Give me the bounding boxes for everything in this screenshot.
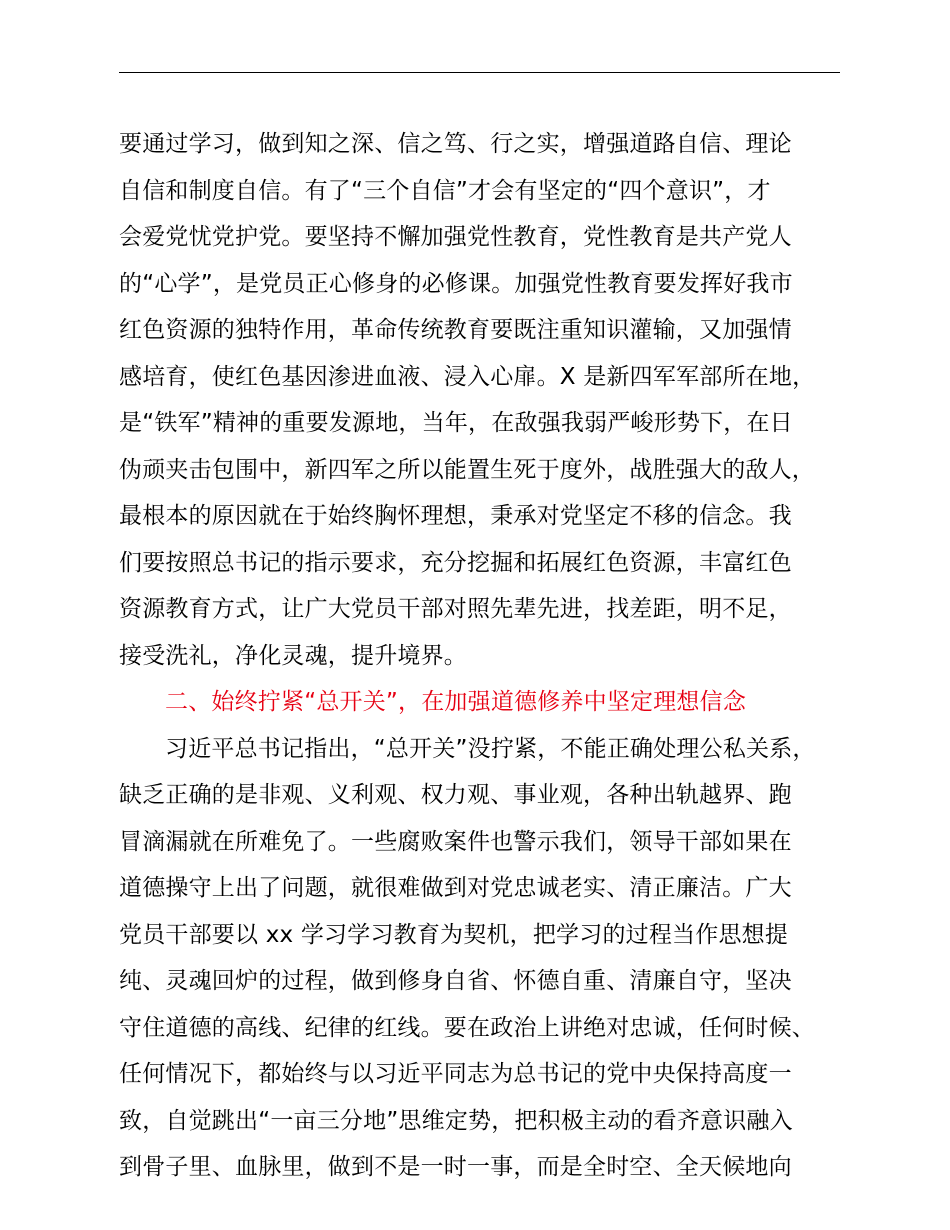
paragraph-line: 接受洗礼，净化灵魂，提升境界。 <box>119 642 467 669</box>
header-rule <box>119 72 840 73</box>
paragraph-line: 守住道德的高线、纪律的红线。要在政治上讲绝对忠诚，任何时候、 <box>119 1014 815 1041</box>
paragraph-line: 缺乏正确的是非观、义利观、权力观、事业观，各种出轨越界、跑 <box>119 782 792 808</box>
paragraph-line: 纯、灵魂回炉的过程，做到修身自省、怀德自重、清廉自守，坚决 <box>119 968 792 994</box>
paragraph-line: 感培育，使红色基因渗进血液、浸入心扉。X 是新四军军部所在地， <box>119 363 816 390</box>
paragraph-line: 任何情况下，都始终与以习近平同志为总书记的党中央保持高度一 <box>119 1061 792 1087</box>
paragraph-line: 党员干部要以 xx 学习学习教育为契机，把学习的过程当作思想提 <box>119 921 789 948</box>
paragraph-line: 们要按照总书记的指示要求，充分挖掘和拓展红色资源，丰富红色 <box>119 549 792 576</box>
paragraph-line: 习近平总书记指出，“总开关”没拧紧，不能正确处理公私关系， <box>165 735 816 762</box>
paragraph-line: 到骨子里、血脉里，做到不是一时一事，而是全时空、全天候地向 <box>119 1154 792 1180</box>
paragraph-line: 冒滴漏就在所难免了。一些腐败案件也警示我们，领导干部如果在 <box>119 828 792 855</box>
paragraph-line: 会爱党忧党护党。要坚持不懈加强党性教育，党性教育是共产党人 <box>119 224 792 250</box>
paragraph-line: 的“心学”，是党员正心修身的必修课。加强党性教育要发挥好我市 <box>119 270 793 297</box>
paragraph-line: 自信和制度自信。有了“三个自信”才会有坚定的“四个意识”，才 <box>119 177 771 204</box>
paragraph-line: 要通过学习，做到知之深、信之笃、行之实，增强道路自信、理论 <box>119 131 792 157</box>
document-body <box>119 121 859 1191</box>
paragraph-line: 致，自觉跳出“一亩三分地”思维定势，把积极主动的看齐意识融入 <box>119 1107 793 1134</box>
paragraph-line: 是“铁军”精神的重要发源地，当年，在敌强我弱严峻形势下，在日 <box>119 410 793 436</box>
paragraph-line: 道德操守上出了问题，就很难做到对党忠诚老实、清正廉洁。广大 <box>119 875 792 901</box>
section-heading: 二、始终拧紧“总开关”，在加强道德修养中坚定理想信念 <box>165 689 747 715</box>
paragraph-line: 伪顽夹击包围中，新四军之所以能置生死于度外，战胜强大的敌人， <box>119 456 815 483</box>
paragraph-line: 红色资源的独特作用，革命传统教育要既注重知识灌输，又加强情 <box>119 317 792 343</box>
paragraph-line: 资源教育方式，让广大党员干部对照先辈先进，找差距，明不足， <box>119 596 792 622</box>
paragraph-line: 最根本的原因就在于始终胸怀理想，秉承对党坚定不移的信念。我 <box>119 503 792 529</box>
